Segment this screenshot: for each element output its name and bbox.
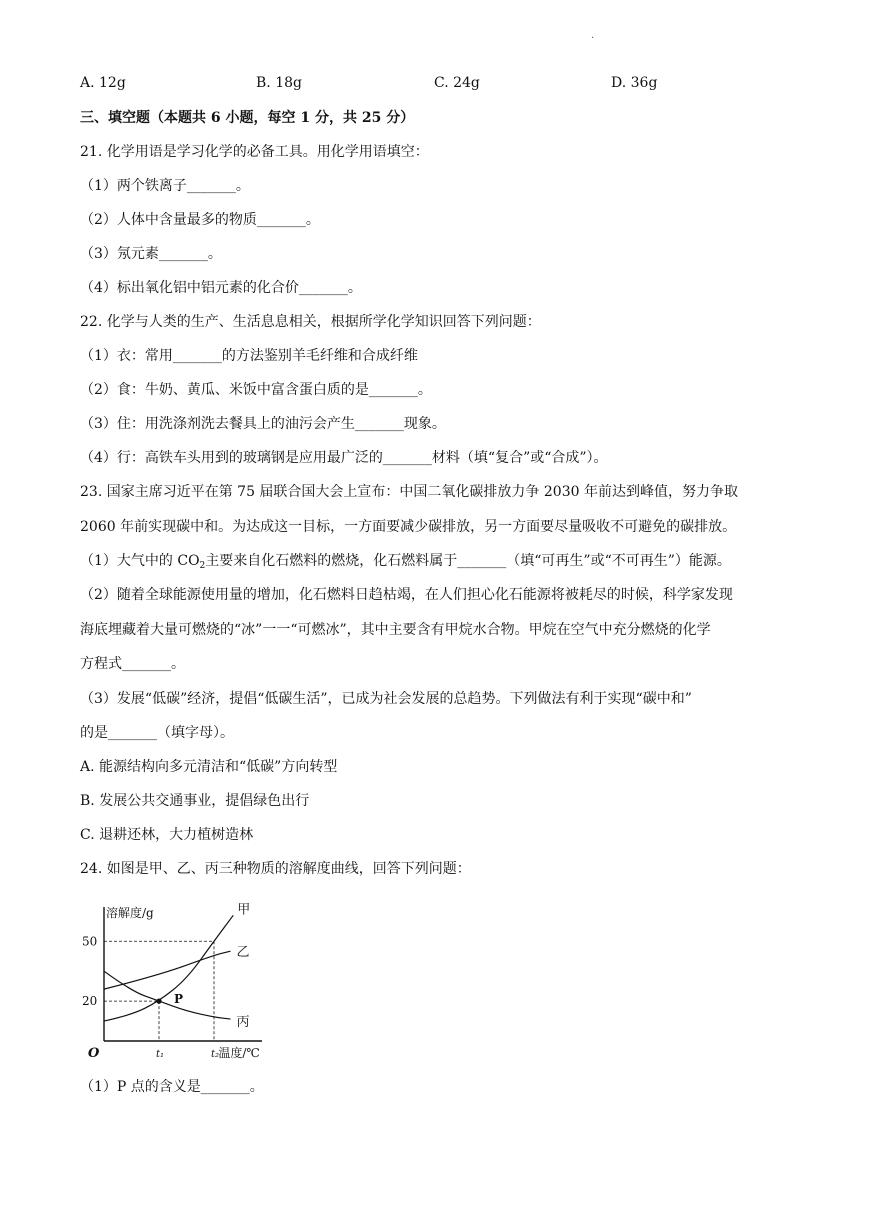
solubility-chart bbox=[78, 895, 278, 1060]
option-c: C. 24g bbox=[434, 75, 480, 91]
point-p-label: P bbox=[174, 992, 184, 1007]
x-tick-label: t₁ bbox=[156, 1049, 165, 1060]
q23-part3-line2: 的是_______（填字母）。 bbox=[80, 725, 234, 741]
q23-part2-line1: （2）随着全球能源使用量的增加，化石燃料日趋枯竭，在人们担心化石能源将被耗尽的时候，科学家发现 bbox=[80, 587, 733, 603]
q21-stem: 21. 化学用语是学习化学的必备工具。用化学用语填空： bbox=[80, 144, 429, 160]
x-tick-label: t₂ bbox=[211, 1049, 220, 1060]
section-title: 三、填空题（本题共 6 小题，每空 1 分，共 25 分） bbox=[80, 110, 415, 126]
option-b: B. 18g bbox=[256, 75, 302, 91]
y-axis-label: 溶解度/g bbox=[106, 906, 154, 920]
answer-options bbox=[80, 73, 780, 93]
q21-part1: （1）两个铁离子_______。 bbox=[80, 178, 250, 194]
series-line-2 bbox=[104, 951, 231, 989]
option-a: A. 12g bbox=[80, 75, 126, 91]
q23-stem-line1: 23. 国家主席习近平在第 75 届联合国大会上宣布：中国二氧化碳排放力争 2030 年前达到峰值，努力争取 bbox=[80, 484, 738, 500]
option-d: D. 36g bbox=[611, 75, 658, 91]
q22-part2: （2）食：牛奶、黄瓜、米饭中富含蛋白质的是_______。 bbox=[80, 382, 432, 398]
q23-option-c: C. 退耕还林，大力植树造林 bbox=[80, 827, 254, 843]
q24-part1: （1）P 点的含义是_______。 bbox=[80, 1079, 264, 1095]
series-label: 甲 bbox=[237, 902, 251, 918]
series-line-3 bbox=[104, 971, 231, 1019]
q24-stem: 24. 如图是甲、乙、丙三种物质的溶解度曲线，回答下列问题： bbox=[80, 861, 471, 877]
series-label: 丙 bbox=[236, 1015, 250, 1031]
q23-part2-line3: 方程式_______。 bbox=[80, 656, 185, 672]
q21-part4: （4）标出氧化铝中铝元素的化合价_______。 bbox=[80, 280, 362, 296]
q23-option-b: B. 发展公共交通事业，提倡绿色出行 bbox=[80, 793, 310, 809]
origin-label: O bbox=[88, 1046, 100, 1060]
series-label: 乙 bbox=[236, 945, 250, 961]
q21-part3: （3）氖元素_______。 bbox=[80, 246, 222, 262]
q23-part2-line2: 海底埋藏着大量可燃烧的“冰”一一“可燃冰”，其中主要含有甲烷水合物。甲烷在空气中充分燃烧的化学 bbox=[80, 622, 711, 638]
q22-part3: （3）住：用洗涤剂洗去餐具上的油污会产生_______现象。 bbox=[80, 416, 446, 432]
x-axis-label: 温度/℃ bbox=[218, 1046, 260, 1060]
q22-part1: （1）衣：常用_______的方法鉴别羊毛纤维和合成纤维 bbox=[80, 348, 418, 364]
q23-part1-pre: （1）大气中的 CO bbox=[80, 553, 200, 569]
q23-option-a: A. 能源结构向多元清洁和“低碳”方向转型 bbox=[80, 759, 338, 775]
q22-part4: （4）行：高铁车头用到的玻璃钢是应用最广泛的_______材料（填“复合”或“合成”）。 bbox=[80, 450, 608, 466]
y-tick-label: 50 bbox=[82, 934, 98, 949]
y-tick-label: 20 bbox=[82, 994, 98, 1009]
q22-stem: 22. 化学与人类的生产、生活息息相关，根据所学化学知识回答下列问题： bbox=[80, 314, 541, 330]
co2-subscript: 2 bbox=[199, 561, 206, 571]
q23-stem-line2: 2060 年前实现碳中和。为达成这一目标，一方面要减少碳排放，另一方面要尽量吸收不可避免的碳排放。 bbox=[80, 519, 737, 535]
point-p bbox=[156, 999, 161, 1004]
page-dot: . bbox=[591, 30, 595, 41]
q21-part2: （2）人体中含量最多的物质_______。 bbox=[80, 212, 320, 228]
q23-part3-line1: （3）发展“低碳”经济，提倡“低碳生活”，已成为社会发展的总趋势。下列做法有利于实现“碳中和” bbox=[80, 691, 692, 707]
q23-part1 bbox=[80, 551, 731, 576]
q23-part1-post: 主要来自化石燃料的燃烧，化石燃料属于_______（填“可再生”或“不可再生”）能源。 bbox=[205, 553, 731, 569]
